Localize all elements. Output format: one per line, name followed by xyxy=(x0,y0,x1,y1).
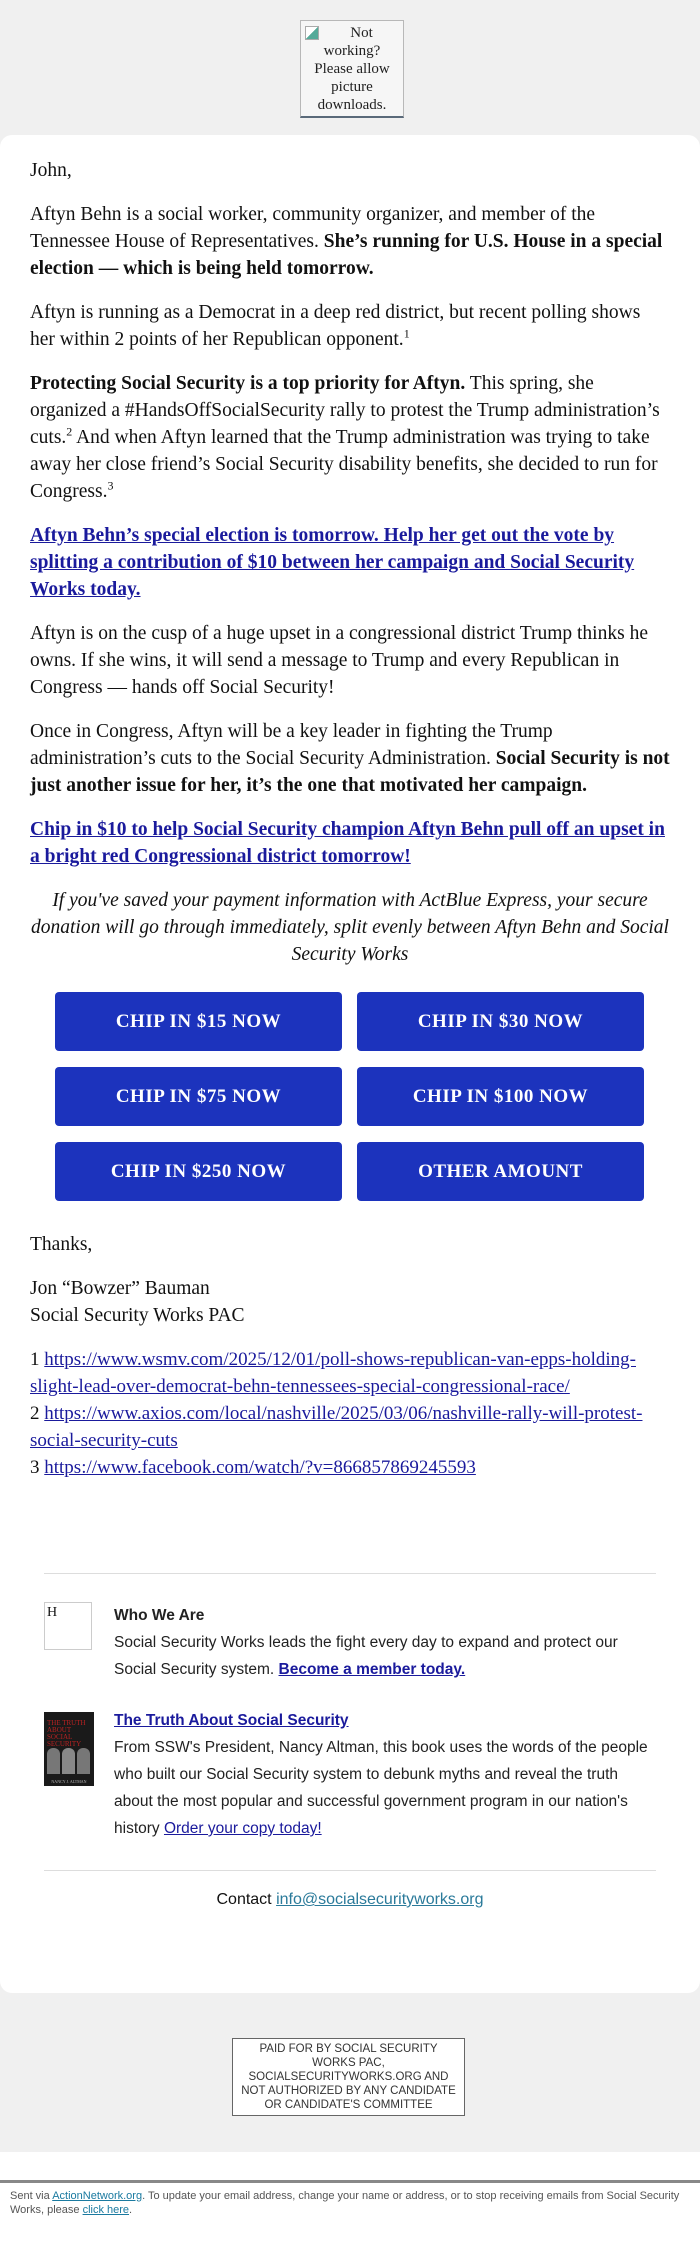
reference-number: 3 xyxy=(30,1457,40,1478)
who-we-are-section xyxy=(44,1602,656,1683)
express-note: If you've saved your payment information with ActBlue Express, your secure donation will go through immediately, split evenly between Aftyn Behn and Social Security Works xyxy=(31,890,669,965)
bold-text: Social Security is not just another issue for her, it’s the one that motivated her campaign. xyxy=(30,748,670,796)
paragraph-upset: Aftyn is on the cusp of a huge upset in a congressional district Trump thinks he owns. If she wins, it will send a message to Trump and every Republican in Congress — hands off Social Security! xyxy=(30,623,648,698)
divider xyxy=(44,1870,656,1871)
reference-item xyxy=(30,1454,670,1481)
broken-image-icon xyxy=(305,26,319,40)
footnote-marker: 1 xyxy=(403,326,410,341)
footnote-marker: 3 xyxy=(107,478,114,493)
chip-in-15-button[interactable]: CHIP IN $15 NOW xyxy=(55,992,342,1051)
paid-for-disclaimer: PAID FOR BY SOCIAL SECURITY WORKS PAC, SOCIALSECURITYWORKS.ORG AND NOT AUTHORIZED BY ANY CANDIDATE OR CANDIDATE'S COMMITTEE xyxy=(232,2038,465,2116)
divider xyxy=(44,1573,656,1574)
header-image-alt: Not working? Please allow picture downloads. xyxy=(314,25,390,113)
footer xyxy=(0,2183,700,2247)
book-cover-author: NANCY J. ALTMAN xyxy=(51,1779,87,1784)
references xyxy=(30,1346,670,1481)
paragraph-priority xyxy=(30,370,670,505)
chip-in-250-button[interactable]: CHIP IN $250 NOW xyxy=(55,1142,342,1201)
disclaimer-area xyxy=(0,1993,700,2152)
footer-text: . xyxy=(129,2204,133,2216)
reference-link[interactable]: https://www.wsmv.com/2025/12/01/poll-shows-republican-van-epps-holding-slight-lead-over-democrat-behn-tennessees-special-congressional-race/ xyxy=(30,1349,636,1397)
paragraph-intro xyxy=(30,201,670,282)
reference-link[interactable]: https://www.facebook.com/watch/?v=866857869245593 xyxy=(44,1457,476,1478)
chip-in-100-button[interactable]: CHIP IN $100 NOW xyxy=(357,1067,644,1126)
sign-off: Thanks, xyxy=(30,1234,93,1255)
bold-text: Protecting Social Security is a top priority for Aftyn. xyxy=(30,373,466,394)
book-title-link[interactable]: The Truth About Social Security xyxy=(114,1712,349,1729)
unsubscribe-link[interactable]: click here xyxy=(82,2204,130,2216)
contact-label: Contact xyxy=(216,1891,277,1908)
who-we-are-text: Social Security Works leads the fight every day to expand and protect our Social Security system. xyxy=(114,1634,618,1678)
order-copy-link[interactable]: Order your copy today! xyxy=(163,1820,322,1837)
book-cover-image[interactable] xyxy=(44,1712,94,1786)
organization-logo-placeholder: H xyxy=(44,1602,92,1650)
reference-item xyxy=(30,1346,670,1400)
become-member-link[interactable]: Become a member today. xyxy=(278,1661,466,1678)
text: Aftyn Behn is a social worker, community organizer, and member of the Tennessee House of Representatives. xyxy=(30,204,596,252)
footer-text: . To update your email address, change your name or address, or to stop receiving emails from Social Security Works, please xyxy=(10,2190,680,2216)
cta-paragraph-2 xyxy=(30,816,670,870)
chip-in-75-button[interactable]: CHIP IN $75 NOW xyxy=(55,1067,342,1126)
donation-buttons xyxy=(55,992,670,1201)
contact-email-link[interactable]: info@socialsecurityworks.org xyxy=(276,1891,484,1908)
signer-name: Jon “Bowzer” Bauman xyxy=(30,1278,210,1299)
greeting: John, xyxy=(30,160,72,181)
book-cover-title: THE TRUTH ABOUT SOCIAL SECURITY xyxy=(47,1719,86,1748)
email-card xyxy=(0,135,700,1993)
text: Aftyn is running as a Democrat in a deep red district, but recent polling shows her within 2 points of her Republican opponent. xyxy=(30,302,641,350)
who-we-are-title: Who We Are xyxy=(114,1607,205,1624)
text: This spring, she organized a #HandsOffSocialSecurity rally to protest the Trump administration’s cuts. xyxy=(30,373,660,448)
text: Once in Congress, Aftyn will be a key leader in fighting the Trump administration’s cuts to the Social Security Administration. xyxy=(30,721,553,769)
paragraph-polling xyxy=(30,299,670,353)
footnote-marker: 2 xyxy=(66,424,73,439)
donate-link-2[interactable]: Chip in $10 to help Social Security champion Aftyn Behn pull off an upset in a bright red Congressional district tomorrow! xyxy=(30,819,665,867)
book-description: From SSW's President, Nancy Altman, this book uses the words of the people who built our Social Security system to debunk myths and reveal the truth about the most popular and successful government program in our nation's history xyxy=(114,1739,648,1837)
header-area xyxy=(0,0,700,135)
text: And when Aftyn learned that the Trump administration was trying to take away her close friend’s Social Security disability benefits, she decided to run for Congress. xyxy=(30,427,658,502)
reference-link[interactable]: https://www.axios.com/local/nashville/2025/03/06/nashville-rally-will-protest-social-security-cuts xyxy=(30,1403,643,1451)
footer-text: Sent via xyxy=(10,2190,53,2202)
contact-line xyxy=(30,1891,670,1909)
signature xyxy=(30,1275,670,1329)
header-image-placeholder xyxy=(300,20,404,118)
reference-number: 2 xyxy=(30,1403,40,1424)
reference-item xyxy=(30,1400,670,1454)
book-section xyxy=(44,1707,656,1842)
cta-paragraph-1 xyxy=(30,522,670,603)
chip-in-30-button[interactable]: CHIP IN $30 NOW xyxy=(357,992,644,1051)
other-amount-button[interactable]: OTHER AMOUNT xyxy=(357,1142,644,1201)
donate-link-1[interactable]: Aftyn Behn’s special election is tomorrow. Help her get out the vote by splitting a contribution of $10 between her campaign and Social Security Works today. xyxy=(30,525,635,600)
signer-org: Social Security Works PAC xyxy=(30,1305,245,1326)
paragraph-congress xyxy=(30,718,670,799)
footer-divider xyxy=(0,2152,700,2183)
reference-number: 1 xyxy=(30,1349,40,1370)
bold-text: She’s running for U.S. House in a special election — which is being held tomorrow. xyxy=(30,231,663,279)
action-network-link[interactable]: ActionNetwork.org xyxy=(52,2190,143,2202)
